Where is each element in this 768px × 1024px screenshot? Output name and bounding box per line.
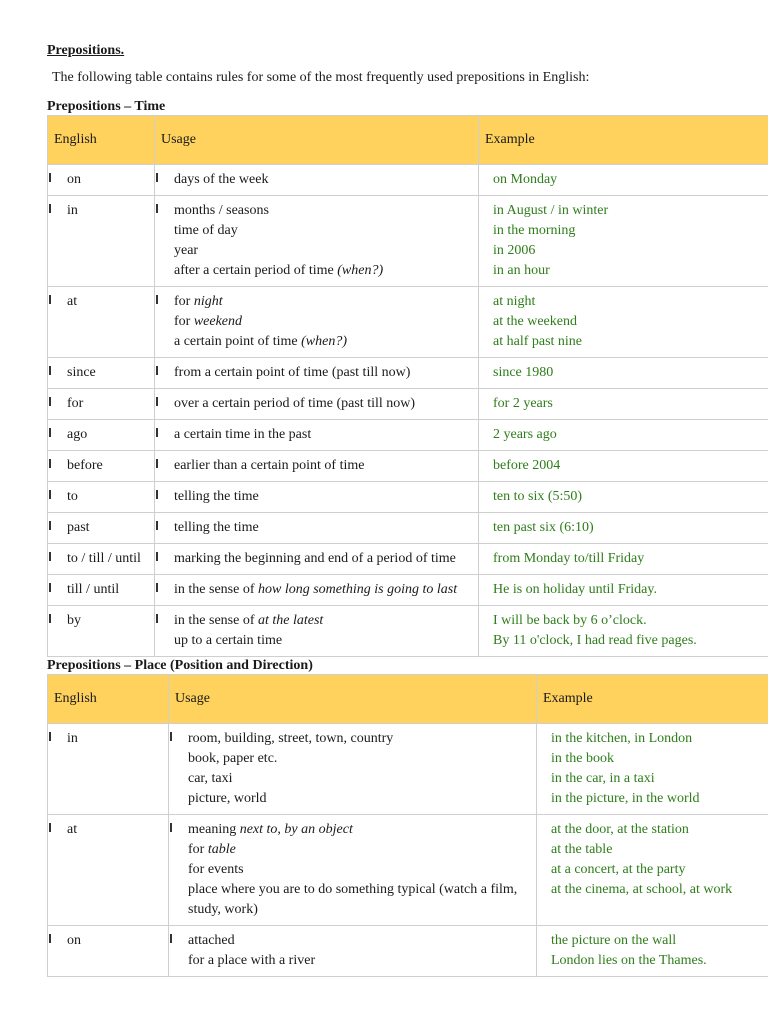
header-english: English <box>48 675 169 724</box>
table-row <box>48 482 768 513</box>
bullet-tick-icon <box>49 397 51 406</box>
table-row <box>48 451 768 482</box>
usage-text: telling the time <box>174 520 259 535</box>
intro-text: The following table contains rules for some of the most frequently used prepositions in English: <box>52 70 590 85</box>
preposition-label: till / until <box>67 582 120 597</box>
usage-cell <box>155 544 479 575</box>
example-line: before 2004 <box>493 458 561 473</box>
page-title: Prepositions. <box>47 43 125 58</box>
preposition-label: at <box>67 822 78 837</box>
usage-text: time of day <box>174 223 238 238</box>
english-cell <box>48 287 155 358</box>
usage-line <box>174 363 478 383</box>
bullet-tick-icon <box>49 173 51 182</box>
example-line: in an hour <box>493 263 550 278</box>
bullet-tick-icon <box>49 732 51 741</box>
bullet-tick-icon <box>49 552 51 561</box>
example-line: for 2 years <box>493 396 553 411</box>
usage-text: telling the time <box>174 489 259 504</box>
english-cell <box>48 544 155 575</box>
usage-text: for a place with a river <box>188 953 316 968</box>
usage-cell <box>155 165 479 196</box>
example-cell <box>479 606 768 657</box>
usage-text: in the sense of <box>174 613 258 628</box>
english-cell <box>48 389 155 420</box>
bullet-tick-icon <box>156 428 158 437</box>
english-cell <box>48 420 155 451</box>
usage-line <box>174 201 478 221</box>
table-row <box>48 420 768 451</box>
preposition-label: on <box>67 933 81 948</box>
table-row <box>48 358 768 389</box>
usage-emphasis: at the latest <box>257 613 324 628</box>
usage-line <box>188 789 536 809</box>
usage-line <box>174 292 478 312</box>
example-cell <box>479 287 768 358</box>
usage-line <box>174 332 478 352</box>
example-line: at half past nine <box>493 334 583 349</box>
table-row <box>48 389 768 420</box>
usage-line <box>174 170 478 190</box>
preposition-label: by <box>67 613 81 628</box>
bullet-tick-icon <box>49 366 51 375</box>
bullet-tick-icon <box>49 823 51 832</box>
bullet-tick-icon <box>49 583 51 592</box>
example-line: London lies on the Thames. <box>551 953 707 968</box>
example-cell <box>479 389 768 420</box>
example-line: in the picture, in the world <box>551 791 700 806</box>
bullet-tick-icon <box>49 204 51 213</box>
example-line: in August / in winter <box>493 203 609 218</box>
example-line: at the cinema, at school, at work <box>551 882 733 897</box>
example-line: He is on holiday until Friday. <box>493 582 657 597</box>
usage-line <box>188 820 536 840</box>
usage-cell <box>155 606 479 657</box>
usage-line <box>174 241 478 261</box>
table-row <box>48 287 768 358</box>
usage-line <box>174 261 478 281</box>
english-cell <box>48 724 169 815</box>
header-english: English <box>48 116 155 165</box>
table-header-row <box>48 116 768 165</box>
usage-line <box>188 931 536 951</box>
example-line: at the table <box>551 842 613 857</box>
example-line: at the door, at the station <box>551 822 689 837</box>
header-usage: Usage <box>169 675 537 724</box>
usage-cell <box>155 287 479 358</box>
example-cell <box>479 544 768 575</box>
usage-line <box>188 840 536 860</box>
example-line: ten past six (6:10) <box>493 520 594 535</box>
usage-line <box>174 456 478 476</box>
usage-cell <box>155 575 479 606</box>
table-row <box>48 606 768 657</box>
preposition-label: in <box>67 203 78 218</box>
bullet-tick-icon <box>49 614 51 623</box>
usage-text: over a certain period of time (past till now) <box>174 396 416 411</box>
usage-emphasis: weekend <box>193 314 243 329</box>
usage-line <box>188 880 536 920</box>
usage-line <box>174 549 478 569</box>
bullet-tick-icon <box>156 521 158 530</box>
usage-emphasis: table <box>207 842 236 857</box>
usage-cell <box>169 815 537 926</box>
usage-text: year <box>174 243 199 258</box>
table-header-row <box>48 675 768 724</box>
english-cell <box>48 926 169 977</box>
example-line: in the kitchen, in London <box>551 731 693 746</box>
example-line: in the car, in a taxi <box>551 771 655 786</box>
example-cell <box>537 815 768 926</box>
usage-line <box>174 580 478 600</box>
preposition-label: on <box>67 172 81 187</box>
preposition-label: to / till / until <box>67 551 141 566</box>
usage-text: up to a certain time <box>174 633 283 648</box>
usage-line <box>174 425 478 445</box>
example-cell <box>537 724 768 815</box>
english-cell <box>48 482 155 513</box>
bullet-tick-icon <box>156 366 158 375</box>
english-cell <box>48 451 155 482</box>
usage-line <box>174 487 478 507</box>
example-cell <box>479 513 768 544</box>
usage-line <box>174 611 478 631</box>
usage-text: earlier than a certain point of time <box>174 458 365 473</box>
bullet-tick-icon <box>156 552 158 561</box>
preposition-label: ago <box>67 427 88 442</box>
bullet-tick-icon <box>156 295 158 304</box>
example-cell <box>479 482 768 513</box>
table-row <box>48 926 768 977</box>
example-line: ten to six (5:50) <box>493 489 583 504</box>
example-cell <box>479 575 768 606</box>
example-cell <box>479 420 768 451</box>
usage-text: for <box>174 314 194 329</box>
usage-text: months / seasons <box>174 203 269 218</box>
usage-text: a certain point of time <box>174 334 302 349</box>
example-line: the picture on the wall <box>551 933 677 948</box>
usage-line <box>174 518 478 538</box>
example-line: in the book <box>551 751 614 766</box>
example-line: I will be back by 6 o’clock. <box>493 613 647 628</box>
usage-cell <box>155 482 479 513</box>
usage-emphasis: next to, by an object <box>239 822 353 837</box>
example-line: at the weekend <box>493 314 577 329</box>
bullet-tick-icon <box>156 397 158 406</box>
header-example: Example <box>479 116 768 165</box>
place-prepositions-table <box>47 674 768 977</box>
english-cell <box>48 196 155 287</box>
bullet-tick-icon <box>156 173 158 182</box>
preposition-label: for <box>67 396 84 411</box>
english-cell <box>48 606 155 657</box>
example-line: in 2006 <box>493 243 536 258</box>
preposition-label: past <box>67 520 90 535</box>
usage-text: days of the week <box>174 172 269 187</box>
bullet-tick-icon <box>170 934 172 943</box>
time-prepositions-table <box>47 115 768 657</box>
header-usage: Usage <box>155 116 479 165</box>
example-cell <box>479 451 768 482</box>
usage-cell <box>155 420 479 451</box>
usage-cell <box>169 926 537 977</box>
usage-text: a certain time in the past <box>174 427 312 442</box>
usage-cell <box>169 724 537 815</box>
table-row <box>48 815 768 926</box>
usage-line <box>188 769 536 789</box>
usage-cell <box>155 513 479 544</box>
bullet-tick-icon <box>49 490 51 499</box>
preposition-label: before <box>67 458 103 473</box>
bullet-tick-icon <box>170 823 172 832</box>
example-cell <box>537 926 768 977</box>
usage-text: for events <box>188 862 244 877</box>
usage-cell <box>155 389 479 420</box>
bullet-tick-icon <box>156 490 158 499</box>
bullet-tick-icon <box>49 521 51 530</box>
place-section-title: Prepositions – Place (Position and Direction) <box>47 658 313 673</box>
table-row <box>48 575 768 606</box>
bullet-tick-icon <box>170 732 172 741</box>
bullet-tick-icon <box>49 295 51 304</box>
usage-emphasis: (when?) <box>337 263 384 278</box>
usage-text: meaning <box>188 822 240 837</box>
usage-emphasis: night <box>193 294 223 309</box>
table-row <box>48 196 768 287</box>
english-cell <box>48 358 155 389</box>
english-cell <box>48 165 155 196</box>
usage-emphasis: how long something is going to last <box>257 582 458 597</box>
preposition-label: in <box>67 731 78 746</box>
usage-line <box>188 951 536 971</box>
usage-line <box>174 221 478 241</box>
english-cell <box>48 575 155 606</box>
usage-cell <box>155 196 479 287</box>
usage-text: marking the beginning and end of a period of time <box>174 551 456 566</box>
bullet-tick-icon <box>156 459 158 468</box>
example-line: 2 years ago <box>493 427 557 442</box>
usage-text: from a certain point of time (past till now) <box>174 365 411 380</box>
example-line: in the morning <box>493 223 576 238</box>
usage-text: book, paper etc. <box>188 751 278 766</box>
usage-cell <box>155 358 479 389</box>
usage-text: picture, world <box>188 791 267 806</box>
preposition-label: at <box>67 294 78 309</box>
bullet-tick-icon <box>156 204 158 213</box>
usage-line <box>174 631 478 651</box>
time-section-title: Prepositions – Time <box>47 99 166 114</box>
example-cell <box>479 165 768 196</box>
usage-text: for <box>188 842 208 857</box>
usage-line <box>174 312 478 332</box>
usage-line <box>188 749 536 769</box>
usage-line <box>174 394 478 414</box>
example-cell <box>479 196 768 287</box>
usage-cell <box>155 451 479 482</box>
example-line: By 11 o'clock, I had read five pages. <box>493 633 697 648</box>
usage-text: attached <box>188 933 235 948</box>
table-row <box>48 544 768 575</box>
usage-text: for <box>174 294 194 309</box>
bullet-tick-icon <box>49 428 51 437</box>
usage-emphasis: (when?) <box>301 334 348 349</box>
bullet-tick-icon <box>49 459 51 468</box>
table-row <box>48 724 768 815</box>
example-line: at night <box>493 294 536 309</box>
usage-text: after a certain period of time <box>174 263 338 278</box>
header-example: Example <box>537 675 768 724</box>
example-cell <box>479 358 768 389</box>
usage-line <box>188 860 536 880</box>
table-row <box>48 165 768 196</box>
example-line: at a concert, at the party <box>551 862 686 877</box>
bullet-tick-icon <box>49 934 51 943</box>
example-line: from Monday to/till Friday <box>493 551 645 566</box>
bullet-tick-icon <box>156 583 158 592</box>
usage-text: car, taxi <box>188 771 233 786</box>
bullet-tick-icon <box>156 614 158 623</box>
preposition-label: to <box>67 489 78 504</box>
usage-text: room, building, street, town, country <box>188 731 394 746</box>
example-line: on Monday <box>493 172 558 187</box>
usage-text: in the sense of <box>174 582 258 597</box>
english-cell <box>48 815 169 926</box>
english-cell <box>48 513 155 544</box>
preposition-label: since <box>67 365 96 380</box>
usage-line <box>188 729 536 749</box>
usage-text: place where you are to do something typical (watch a film, study, work) <box>188 882 518 917</box>
table-row <box>48 513 768 544</box>
example-line: since 1980 <box>493 365 554 380</box>
